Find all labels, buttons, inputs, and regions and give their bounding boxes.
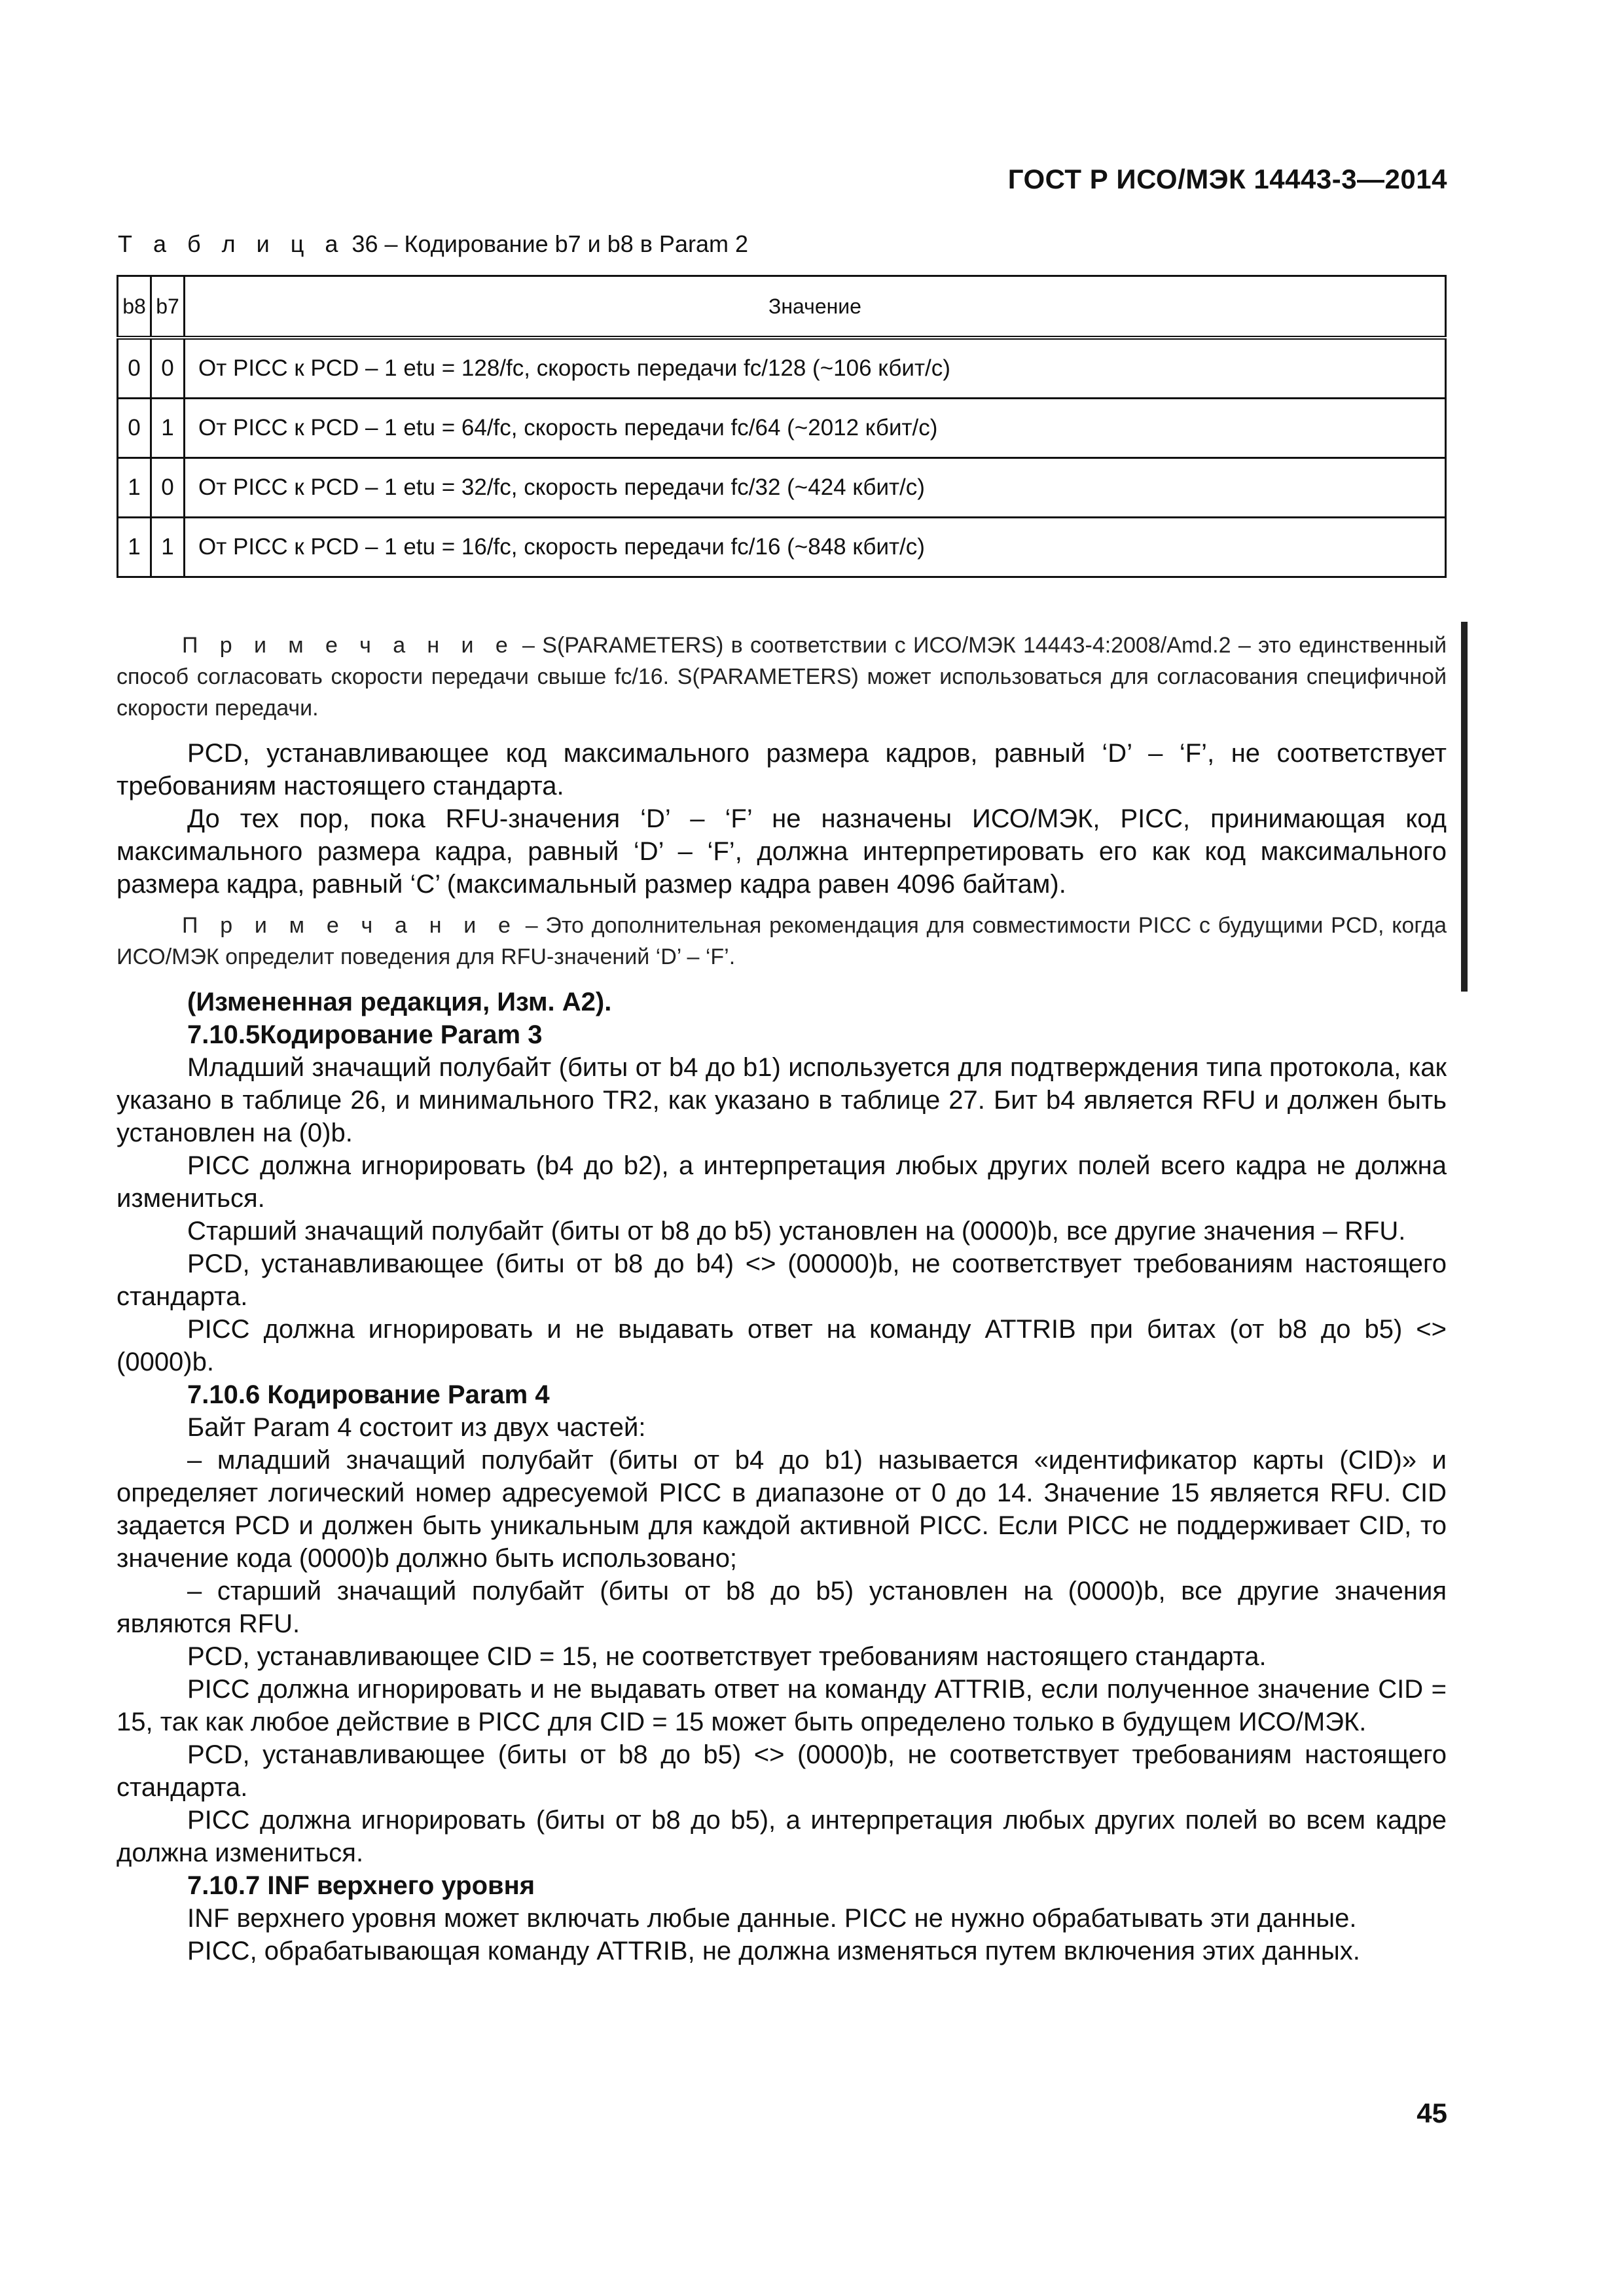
table-header-row [118,276,1446,338]
list-item: – старший значащий полубайт (биты от b8 до b5) установлен на (0000)b, все другие значения являются RFU. [117,1577,1447,1638]
paragraph: PCD, устанавливающее CID = 15, не соответствует требованиям настоящего стандарта. [187,1642,1267,1671]
note-text: – Это дополнительная рекомендация для совместимости PICC с будущими PCD, когда ИСО/МЭК определит поведения для RFU-значений ‘D’ – ‘F’. [117,913,1447,969]
cell-value: От PICC к PCD – 1 etu = 32/fc, скорость передачи fc/32 (~424 кбит/с) [185,458,1446,518]
note-2 [117,910,1447,973]
list-item: – младший значащий полубайт (биты от b4 до b1) называется «идентификатор карты (CID)» и определяет логический номер адресуемой PICC в диапазоне от 0 до 14. Значение 15 является RFU. CID задается PCD и должен быть уникальным для каждой активной PICC. Если PICC не поддерживает CID, то значение кода (0000)b должно быть использовано; [117,1446,1447,1573]
column-header-value: Значение [185,276,1446,338]
cell-value: От PICC к PCD – 1 etu = 128/fc, скорость передачи fc/128 (~106 кбит/с) [185,338,1446,399]
paragraph: PICC должна игнорировать и не выдавать ответ на команду ATTRIB, если полученное значение CID = 15, так как любое действие в PICC для CID = 15 может быть определено только в будущем ИСО/МЭК. [117,1675,1447,1736]
coding-table [117,275,1447,578]
paragraph: Байт Param 4 состоит из двух частей: [187,1413,646,1442]
cell-b7: 0 [151,458,185,518]
table-row [118,458,1446,518]
paragraph: До тех пор, пока RFU-значения ‘D’ – ‘F’ не назначены ИСО/МЭК, PICC, принимающая код максимального размера кадра, равный ‘D’ – ‘F’, должна интерпретировать его как код максимального размера кадра, равный ‘C’ (максимальный размер кадра равен 4096 байтам). [117,804,1447,899]
note-label: П р и м е ч а н и е [182,913,518,938]
cell-value: От PICC к PCD – 1 etu = 64/fc, скорость передачи fc/64 (~2012 кбит/с) [185,399,1446,458]
cell-b8: 0 [118,338,151,399]
document-header: ГОСТ Р ИСО/МЭК 14443-3—2014 [1007,164,1447,194]
table-row [118,399,1446,458]
section-heading-7-10-5: 7.10.5Кодирование Param 3 [187,1020,543,1049]
paragraph: PCD, устанавливающее (биты от b8 до b5) <> (0000)b, не соответствует требованиям настоящего стандарта. [117,1740,1447,1802]
paragraph: PICC, обрабатывающая команду ATTRIB, не должна изменяться путем включения этих данных. [187,1937,1360,1965]
note-label: П р и м е ч а н и е [182,633,515,658]
cell-b7: 1 [151,399,185,458]
paragraph: Младший значащий полубайт (биты от b4 до b1) используется для подтверждения типа протокола, как указано в таблице 26, и минимального TR2, как указано в таблице 27. Бит b4 является RFU и должен быть установлен на (0)b. [117,1053,1447,1147]
paragraph: PICC должна игнорировать (b4 до b2), а интерпретация любых других полей всего кадра не должна измениться. [117,1151,1447,1213]
paragraph: PICC должна игнорировать (биты от b8 до b5), а интерпретация любых других полей во всем кадре должна измениться. [117,1806,1447,1867]
cell-b8: 1 [118,518,151,577]
amendment-note: (Измененная редакция, Изм. А2). [187,988,612,1016]
table-row [118,518,1446,577]
paragraph: Старший значащий полубайт (биты от b8 до b5) установлен на (0000)b, все другие значения – RFU. [187,1217,1406,1246]
cell-b8: 0 [118,399,151,458]
paragraph: PICC должна игнорировать и не выдавать ответ на команду ATTRIB при битах (от b8 до b5) <> (0000)b. [117,1315,1447,1376]
cell-b7: 1 [151,518,185,577]
paragraph: INF верхнего уровня может включать любые данные. PICC не нужно обрабатывать эти данные. [187,1904,1357,1933]
column-header-b7: b7 [151,276,185,338]
page-number: 45 [1416,2098,1447,2128]
section-heading-7-10-6: 7.10.6 Кодирование Param 4 [187,1380,550,1409]
column-header-b8: b8 [118,276,151,338]
cell-b8: 1 [118,458,151,518]
table-caption-text: 36 – Кодирование b7 и b8 в Param 2 [352,230,748,257]
paragraph: PCD, устанавливающее код максимального размера кадров, равный ‘D’ – ‘F’, не соответствует требованиям настоящего стандарта. [117,739,1447,800]
note-1 [117,630,1447,724]
main-content [117,630,1447,1967]
table-row [118,338,1446,399]
paragraph: PCD, устанавливающее (биты от b8 до b4) <> (00000)b, не соответствует требованиям настоящего стандарта. [117,1249,1447,1311]
table-caption-label: Т а б л и ц а [118,230,346,257]
change-marker-bar [1461,622,1468,992]
table-caption [118,230,748,258]
cell-b7: 0 [151,338,185,399]
section-heading-7-10-7: 7.10.7 INF верхнего уровня [187,1871,535,1900]
note-text: – S(PARAMETERS) в соответствии с ИСО/МЭК 14443-4:2008/Amd.2 – это единственный способ согласовать скорости передачи свыше fc/16. S(PARAMETERS) может использоваться для согласования специфичной скорости передачи. [117,633,1447,721]
cell-value: От PICC к PCD – 1 etu = 16/fc, скорость передачи fc/16 (~848 кбит/с) [185,518,1446,577]
